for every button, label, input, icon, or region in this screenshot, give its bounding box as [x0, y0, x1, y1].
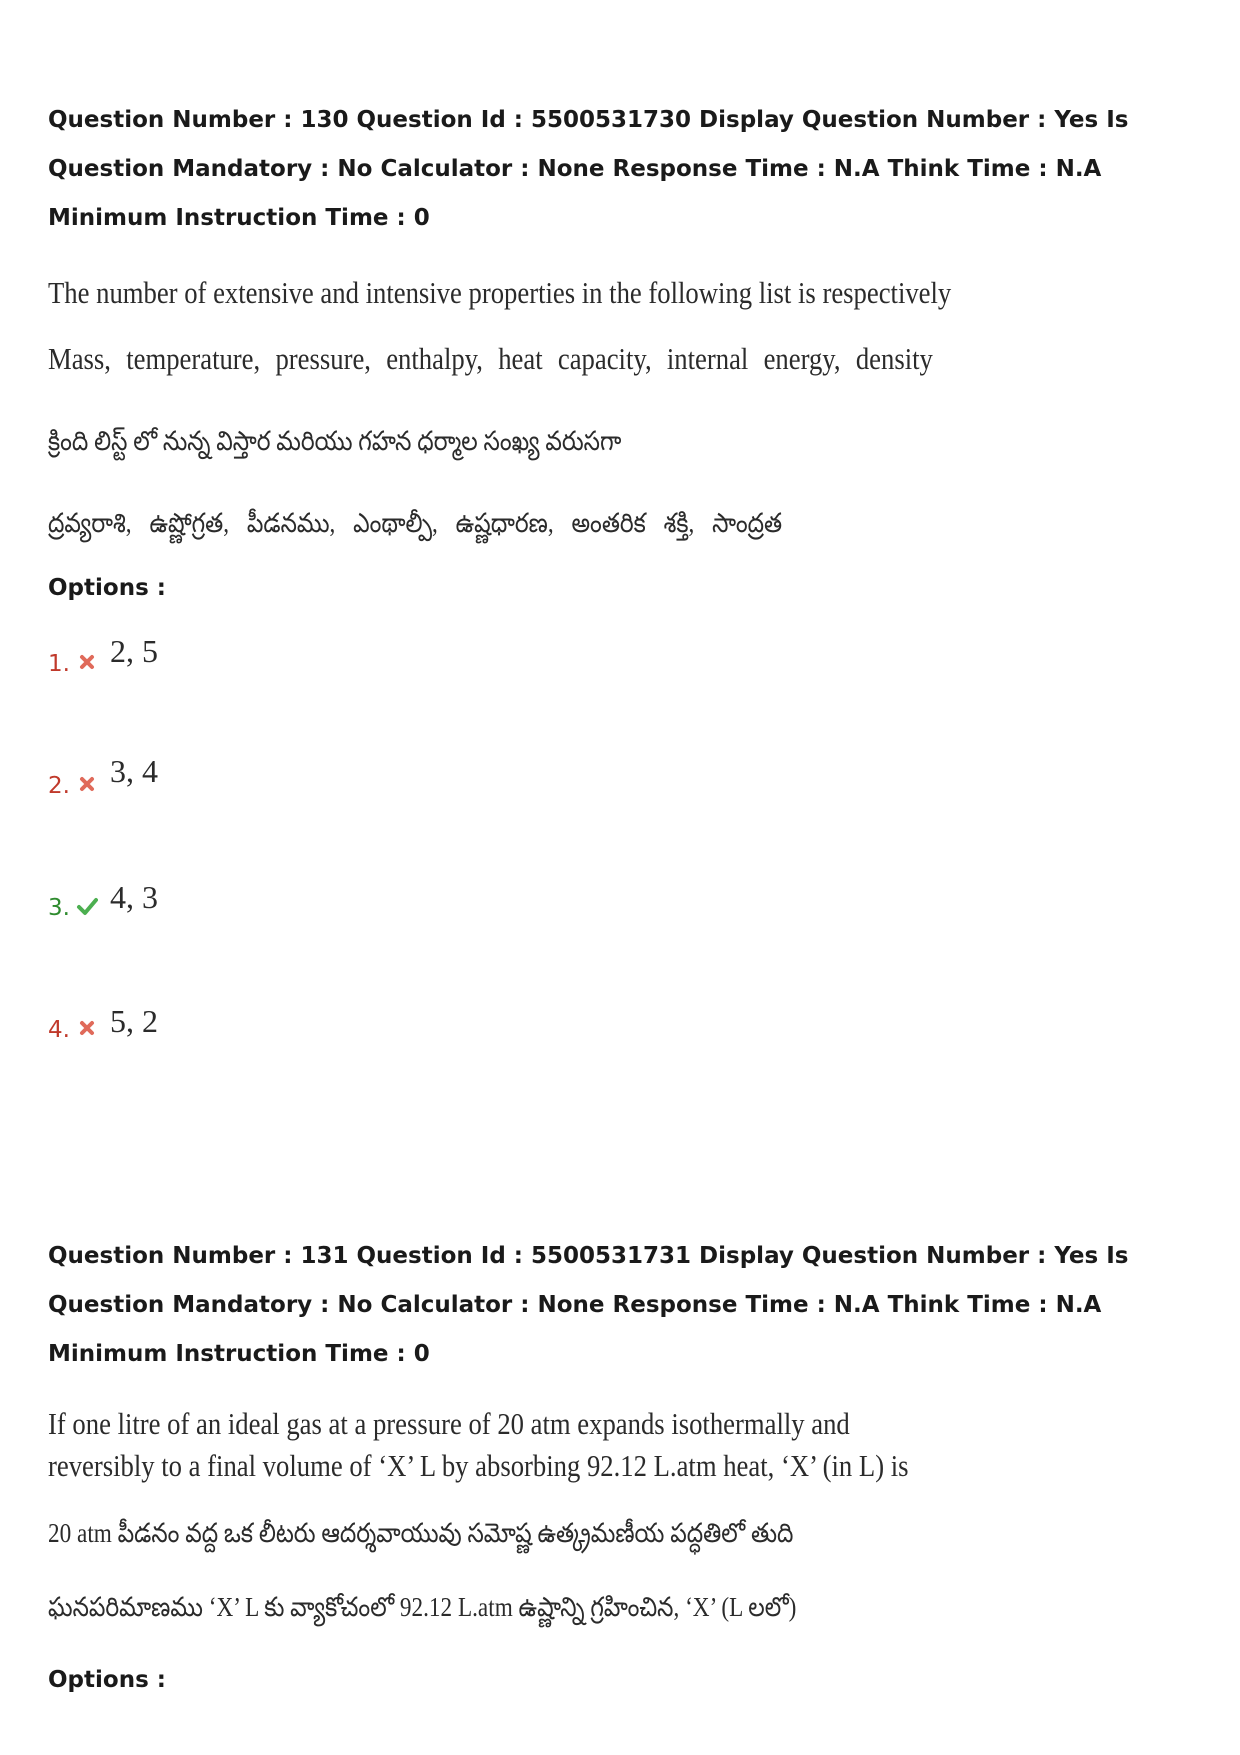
question-131 — [48, 1232, 1208, 1693]
option-number: 3. — [48, 895, 70, 921]
question-stem-telugu-line-2: ద్రవ్యరాశి, ఉష్ణోగ్రత, పీడనము, ఎంథాల్పీ, ఉష్ణధారణ, అంతరిక శక్తి, సాంద్రత — [48, 508, 783, 538]
option-4 — [48, 1003, 1208, 1161]
option-number: 2. — [48, 773, 70, 799]
cross-mark-icon — [76, 773, 98, 795]
question-stem-telugu-line-1: 20 atm పీడనం వద్ద ఒక లీటరు ఆదర్శవాయువు సమోష్ణ ఉత్క్రమణీయ పద్ధతిలో తుది — [48, 1518, 794, 1548]
question-stem-english-line-2: Mass, temperature, pressure, enthalpy, heat capacity, internal energy, density — [48, 341, 933, 376]
option-value: 4, 3 — [110, 879, 158, 915]
check-mark-icon — [76, 895, 98, 917]
option-value: 2, 5 — [110, 633, 158, 669]
option-value: 5, 2 — [110, 1003, 158, 1039]
option-number: 4. — [48, 1017, 70, 1043]
option-1 — [48, 625, 1208, 759]
question-stem-english-line-1: If one litre of an ideal gas at a pressure of 20 atm expands isothermally and — [48, 1406, 850, 1441]
cross-mark-icon — [76, 651, 98, 673]
question-stem-english-line-2: reversibly to a final volume of ‘X’ L by absorbing 92.12 L.atm heat, ‘X’ (in L) is — [48, 1448, 909, 1483]
options-label: Options : — [48, 1667, 166, 1693]
options-list — [48, 625, 1208, 1161]
options-label: Options : — [48, 575, 166, 601]
question-130 — [48, 96, 1208, 1161]
question-stem-telugu-line-1: క్రింది లిస్ట్ లో నున్న విస్తార మరియు గహన ధర్మాల సంఖ్య వరుసగా — [48, 426, 622, 456]
option-value: 3, 4 — [110, 753, 158, 789]
option-3 — [48, 879, 1208, 1027]
question-stem-telugu-line-2: ఘనపరిమాణము ‘X’ L కు వ్యాకోచంలో 92.12 L.atm ఉష్ణాన్ని గ్రహించిన, ‘X’ (L లలో) — [48, 1592, 797, 1622]
question-meta: Question Number : 130 Question Id : 5500531730 Display Question Number : Yes Is Question Mandatory : No Calculator : None Response Time : N.A Think Time : N.A Minimum Instruction Time : 0 — [48, 107, 1129, 231]
option-number: 1. — [48, 651, 70, 677]
cross-mark-icon — [76, 1017, 98, 1039]
option-2 — [48, 753, 1208, 893]
question-meta: Question Number : 131 Question Id : 5500531731 Display Question Number : Yes Is Question Mandatory : No Calculator : None Response Time : N.A Think Time : N.A Minimum Instruction Time : 0 — [48, 1243, 1129, 1367]
question-stem-english-line-1: The number of extensive and intensive properties in the following list is respectively — [48, 275, 952, 310]
